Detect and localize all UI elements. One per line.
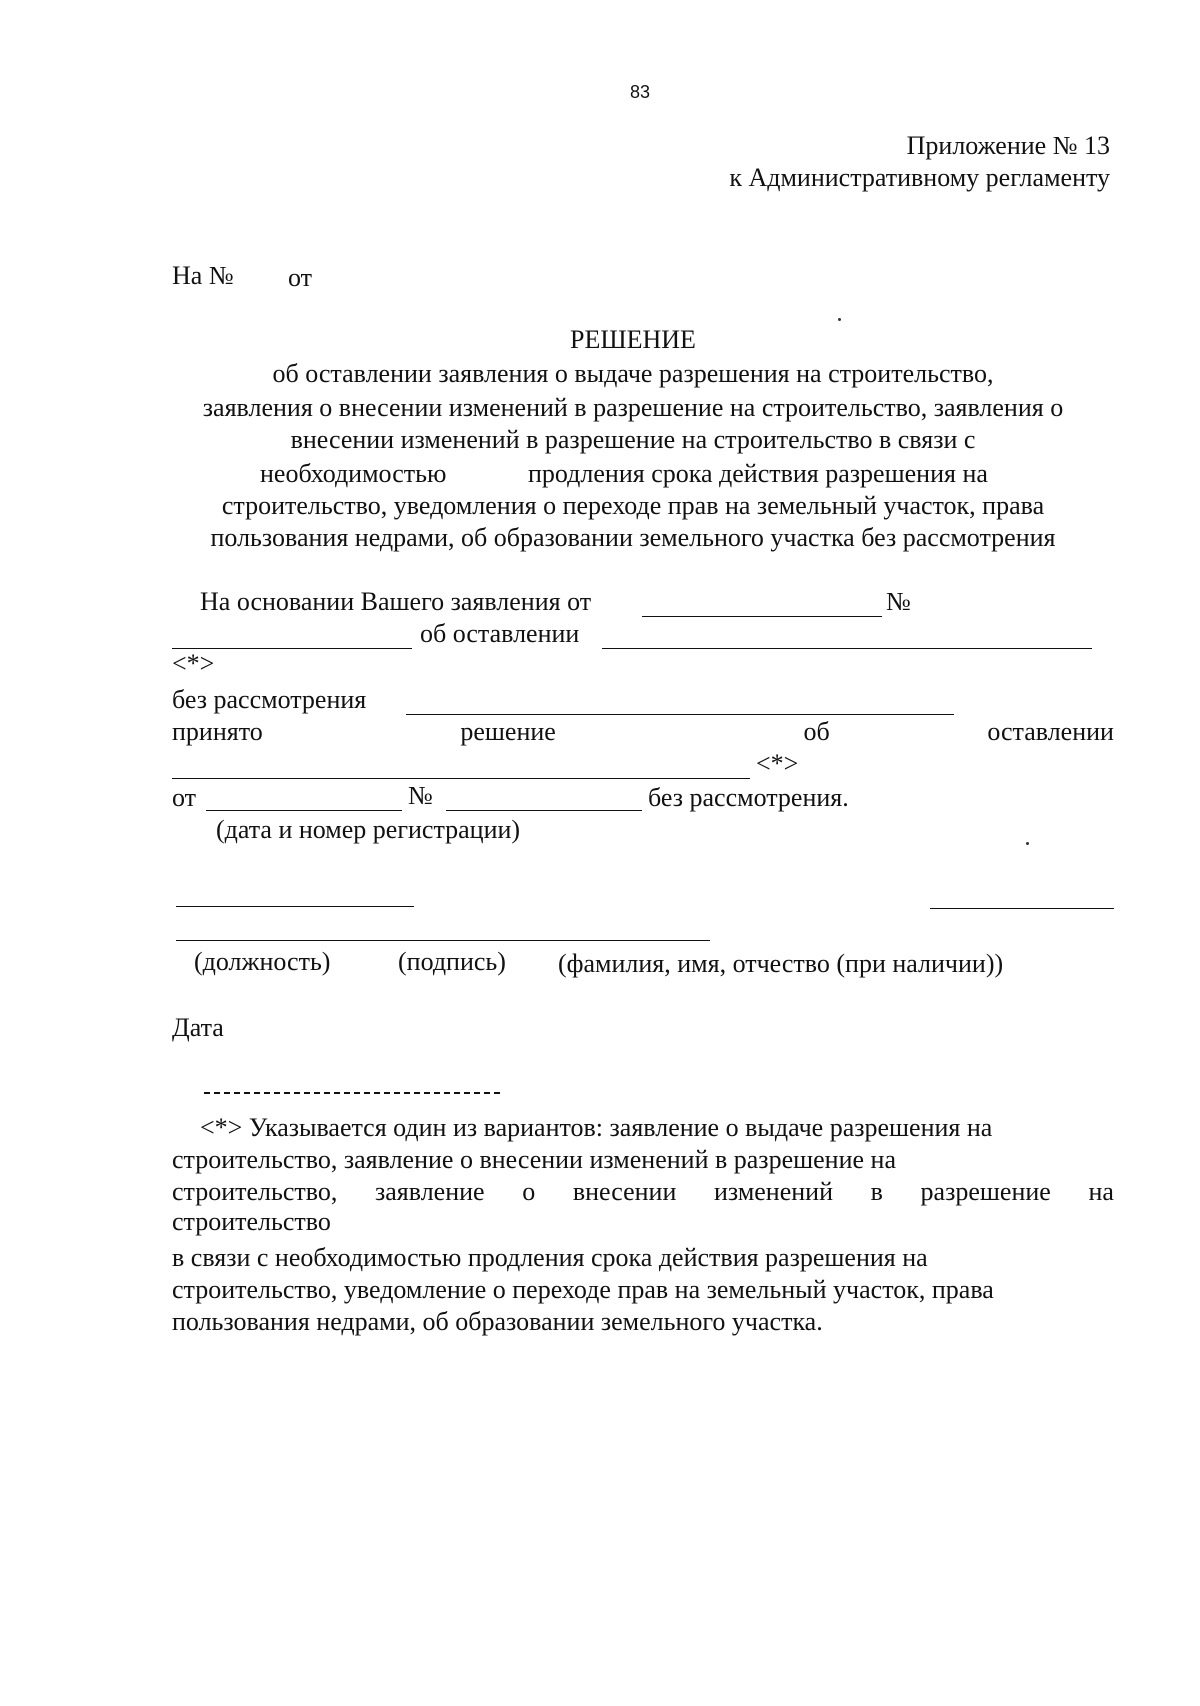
footnote-line-2: строительство, заявление о внесении изменений в разрешение на (172, 1145, 896, 1174)
registration-date-field[interactable] (206, 810, 402, 811)
signature-name-field[interactable] (176, 940, 710, 941)
application-date-field[interactable] (642, 616, 882, 617)
subtitle-line-2: заявления о внесении изменений в разрешение на строительство, заявления о (202, 393, 1064, 422)
footnote-word: изменений (714, 1177, 834, 1206)
subtitle-line-4b: продления срока действия разрешения на (528, 459, 988, 488)
application-type-field[interactable] (602, 648, 1092, 649)
decision-word-4: оставлении (987, 717, 1114, 746)
subtitle-line-1: об оставлении заявления о выдаче разрешения на строительство, (272, 359, 994, 388)
document-title: РЕШЕНИЕ (570, 325, 696, 354)
without-review-end-text: без рассмотрения. (648, 783, 849, 812)
signature-field-right[interactable] (930, 908, 1114, 909)
position-field[interactable] (176, 906, 414, 907)
footnote-separator (204, 1092, 500, 1094)
footnote-word: разрешение (920, 1177, 1051, 1206)
footnote-line-5: в связи с необходимостью продления срока действия разрешения на (172, 1243, 928, 1272)
registration-from-label: от (172, 783, 197, 812)
decision-word-2: решение (460, 717, 556, 746)
footnote-marker-1: <*> (172, 649, 215, 678)
footnote-line-1: <*> Указывается один из вариантов: заявление о выдаче разрешения на (200, 1113, 993, 1142)
registration-number-field[interactable] (446, 810, 642, 811)
leave-text: об оставлении (420, 619, 580, 648)
without-review-text: без рассмотрения (172, 685, 367, 714)
appendix-line-1: Приложение № 13 (906, 131, 1110, 160)
footnote-word: строительство, (172, 1177, 338, 1206)
application-number-sign: № (886, 587, 911, 616)
name-caption: (фамилия, имя, отчество (при наличии)) (558, 949, 1004, 978)
subtitle-line-5: строительство, уведомления о переходе прав на земельный участок, права (221, 491, 1045, 520)
scan-speck (1026, 842, 1029, 845)
registration-number-sign: № (408, 781, 433, 810)
page-number: 83 (630, 82, 651, 102)
registration-hint: (дата и номер регистрации) (216, 815, 521, 844)
ref-number-label: На № (172, 261, 234, 290)
footnote-line-4: строительство (172, 1207, 331, 1236)
appendix-line-2: к Административному регламенту (729, 163, 1110, 192)
scan-speck (838, 318, 841, 321)
basis-text: На основании Вашего заявления от (200, 587, 592, 616)
without-review-field[interactable] (406, 714, 954, 715)
footnote-word: заявление (375, 1177, 485, 1206)
position-caption: (должность) (194, 947, 331, 976)
decision-word-1: принято (172, 717, 263, 746)
decision-word-3: об (803, 717, 830, 746)
subtitle-line-3: внесении изменений в разрешение на строительство в связи с (290, 425, 976, 454)
signature-caption: (подпись) (398, 947, 506, 976)
footnote-line-7: пользования недрами, об образовании земельного участка. (172, 1307, 823, 1336)
footnote-word: в (870, 1177, 883, 1206)
footnote-marker-2: <*> (756, 749, 799, 778)
decision-row (172, 716, 1114, 748)
footnote-word: о (522, 1177, 536, 1206)
footnote-line-6: строительство, уведомление о переходе прав на земельный участок, права (172, 1275, 994, 1304)
subtitle-line-6: пользования недрами, об образовании земельного участка без рассмотрения (210, 523, 1056, 552)
subtitle-line-4a: необходимостью (260, 459, 447, 488)
footnote-word: на (1088, 1177, 1114, 1206)
footnote-word: внесении (572, 1177, 677, 1206)
ref-date-label: от (288, 263, 313, 292)
footnote-line-3 (172, 1176, 1114, 1208)
decision-type-field[interactable] (172, 778, 750, 779)
date-label: Дата (172, 1013, 224, 1042)
